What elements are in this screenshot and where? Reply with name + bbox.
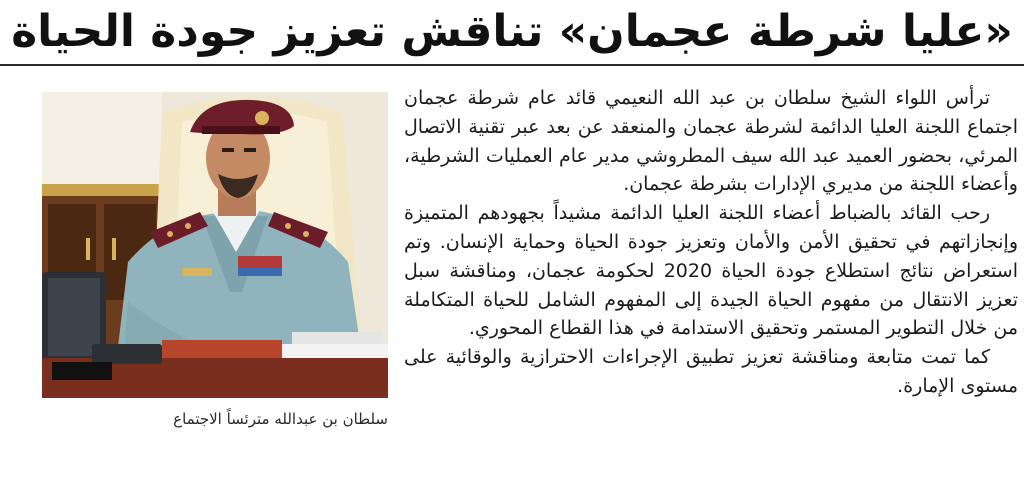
headline: «عليا شرطة عجمان» تناقش تعزيز جودة الحياة <box>11 6 1013 57</box>
photo-caption: سلطان بن عبدالله مترئساً الاجتماع <box>173 410 388 428</box>
article-photo <box>42 92 388 398</box>
headline-divider <box>0 64 1024 66</box>
article-paragraph-3: كما تمت متابعة ومناقشة تعزيز تطبيق الإجراءات الاحترازية والوقائية على مستوى الإمارة. <box>404 346 1018 397</box>
article-body <box>404 84 1018 488</box>
article-paragraph-2: رحب القائد بالضباط أعضاء اللجنة العليا الدائمة مشيداً بجهودهم المتميزة وإنجازاتهم في تحقيق الأمن والأمان وتعزيز جودة الحياة وحماية الإنسان. وتم استعراض نتائج استطلاع جودة الحياة 2020 لحكومة عجمان، ومناقشة سبل تعزيز الانتقال من مفهوم الحياة الجيدة إلى المفهوم الشامل للحياة المتكاملة من خلال التطوير المستمر وتحقيق الاستدامة في هذا القطاع المحوري. <box>404 202 1018 340</box>
article-paragraph-1: ترأس اللواء الشيخ سلطان بن عبد الله النعيمي قائد عام شرطة عجمان اجتماع اللجنة العليا الدائمة لشرطة عجمان والمنعقد عن بعد عبر تقنية الاتصال المرئي، بحضور العميد عبد الله سيف المطروشي مدير عام العمليات الشرطية، وأعضاء اللجنة من مديري الإدارات بشرطة عجمان. <box>404 87 1018 196</box>
